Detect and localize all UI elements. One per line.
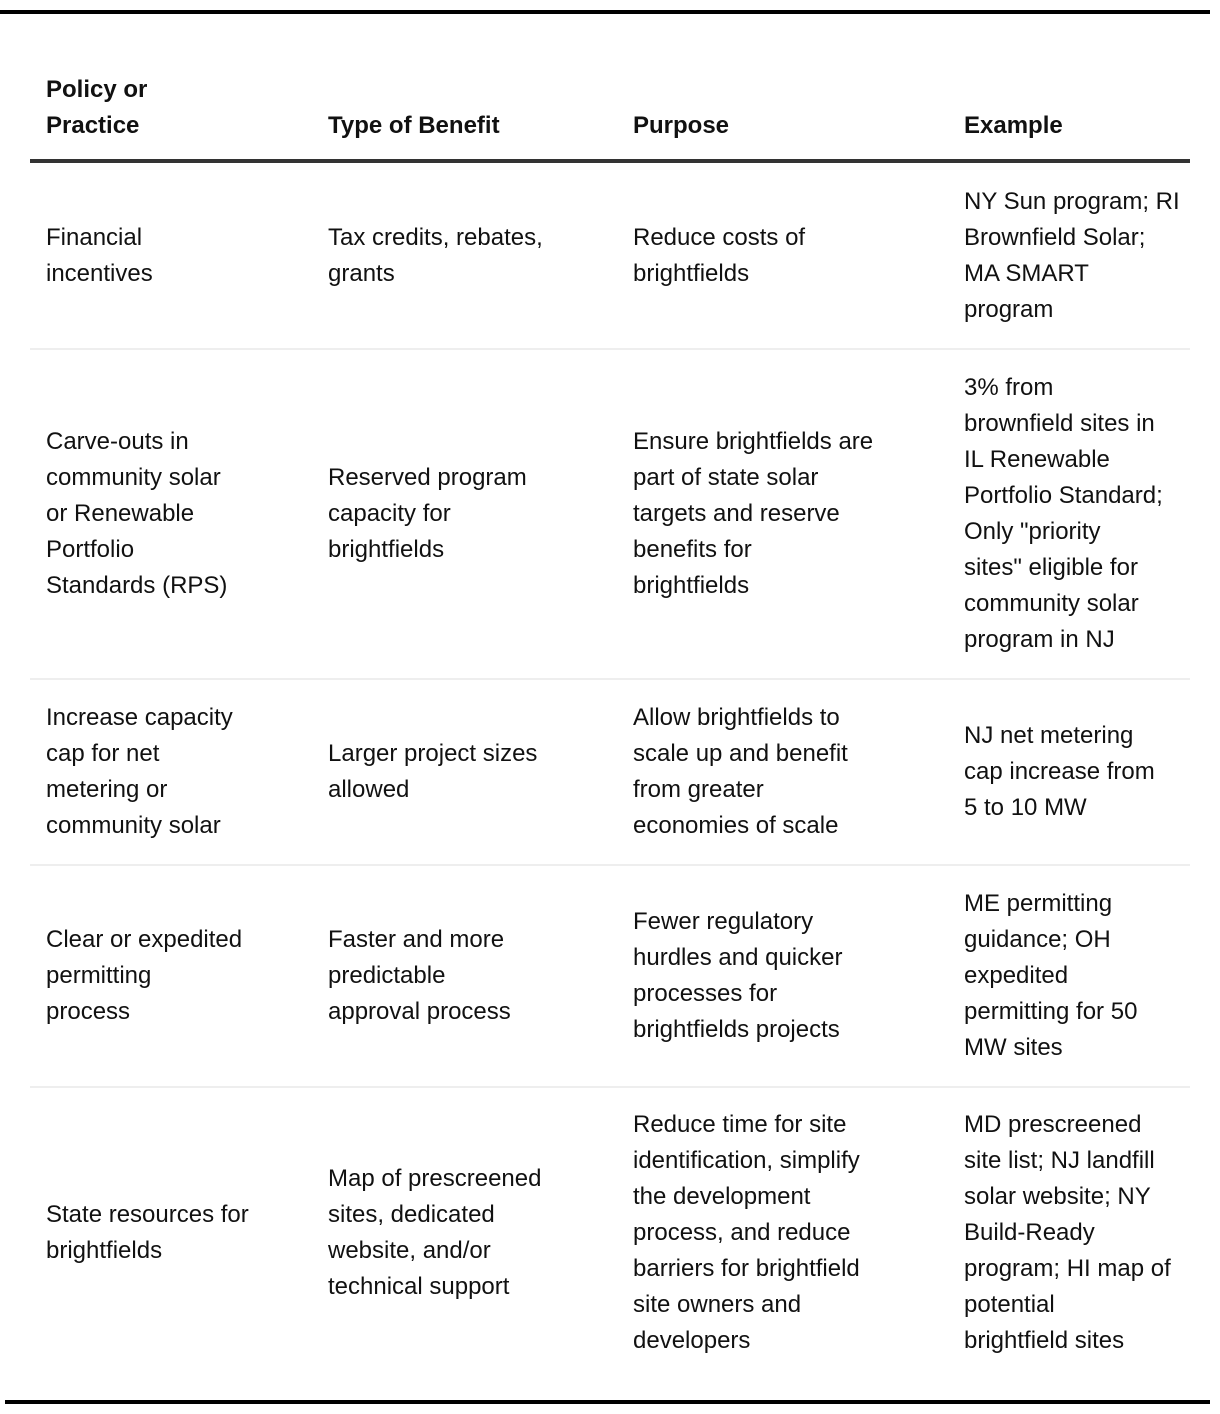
- cell-text: ME permitting guidance; OH expedited permitting for 50 MW sites: [964, 890, 1138, 1061]
- cell-purpose: [633, 350, 933, 678]
- cell-benefit: [328, 350, 608, 678]
- header-example-text: Example: [964, 112, 1063, 139]
- cell-text: Tax credits, rebates, grants: [328, 223, 543, 287]
- cell-example: [964, 350, 1204, 678]
- header-benefit: [328, 70, 608, 144]
- cell-text: Allow brightfields to scale up and benefit from greater economies of scale: [633, 704, 848, 839]
- cell-purpose: [633, 866, 933, 1086]
- cell-text: Increase capacity cap for net metering or community solar: [46, 704, 233, 839]
- cell-benefit: [328, 866, 608, 1086]
- cell-text: MD prescreened site list; NJ landfill solar website; NY Build-Ready program; HI map of potential brightfield sites: [964, 1111, 1171, 1354]
- cell-benefit: [328, 163, 608, 348]
- header-example: [964, 70, 1204, 144]
- cell-text: Fewer regulatory hurdles and quicker processes for brightfields projects: [633, 908, 843, 1043]
- cell-text: State resources for brightfields: [46, 1201, 249, 1264]
- cell-policy: [46, 350, 306, 678]
- cell-text: Carve-outs in community solar or Renewable Portfolio Standards (RPS): [46, 428, 228, 599]
- cell-text: 3% from brownfield sites in IL Renewable Portfolio Standard; Only "priority sites" eligible for community solar program in NJ: [964, 374, 1163, 653]
- table-top-rule: [0, 10, 1210, 14]
- header-policy: [46, 70, 306, 144]
- table-bottom-rule: [5, 1400, 1210, 1404]
- cell-text: NJ net metering cap increase from 5 to 10 MW: [964, 722, 1155, 821]
- cell-text: Larger project sizes allowed: [328, 740, 538, 803]
- header-policy-text: Policy or Practice: [46, 76, 148, 139]
- cell-purpose: [633, 163, 933, 348]
- cell-text: Reserved program capacity for brightfields: [328, 464, 527, 563]
- cell-policy: [46, 680, 306, 864]
- cell-policy: [46, 866, 306, 1086]
- cell-text: Ensure brightfields are part of state solar targets and reserve benefits for brightfields: [633, 428, 874, 599]
- cell-purpose: [633, 1088, 933, 1378]
- cell-text: Faster and more predictable approval process: [328, 926, 511, 1025]
- header-purpose-text: Purpose: [633, 112, 730, 139]
- cell-example: [964, 866, 1204, 1086]
- cell-policy: [46, 163, 306, 348]
- cell-benefit: [328, 1088, 608, 1378]
- header-benefit-text: Type of Benefit: [328, 112, 500, 139]
- cell-text: Clear or expedited permitting process: [46, 926, 243, 1025]
- cell-text: Reduce costs of brightfields: [633, 223, 806, 287]
- cell-example: [964, 163, 1204, 348]
- cell-text: NY Sun program; RI Brownfield Solar; MA SMART program: [964, 187, 1180, 323]
- cell-example: [964, 680, 1204, 864]
- cell-example: [964, 1088, 1204, 1378]
- cell-text: Reduce time for site identification, simplify the development process, and reduce barriers for brightfield site owners and developers: [633, 1111, 860, 1354]
- cell-text: Financial incentives: [46, 223, 153, 287]
- header-purpose: [633, 70, 933, 144]
- cell-benefit: [328, 680, 608, 864]
- cell-purpose: [633, 680, 933, 864]
- cell-text: Map of prescreened sites, dedicated website, and/or technical support: [328, 1165, 542, 1300]
- cell-policy: [46, 1088, 306, 1378]
